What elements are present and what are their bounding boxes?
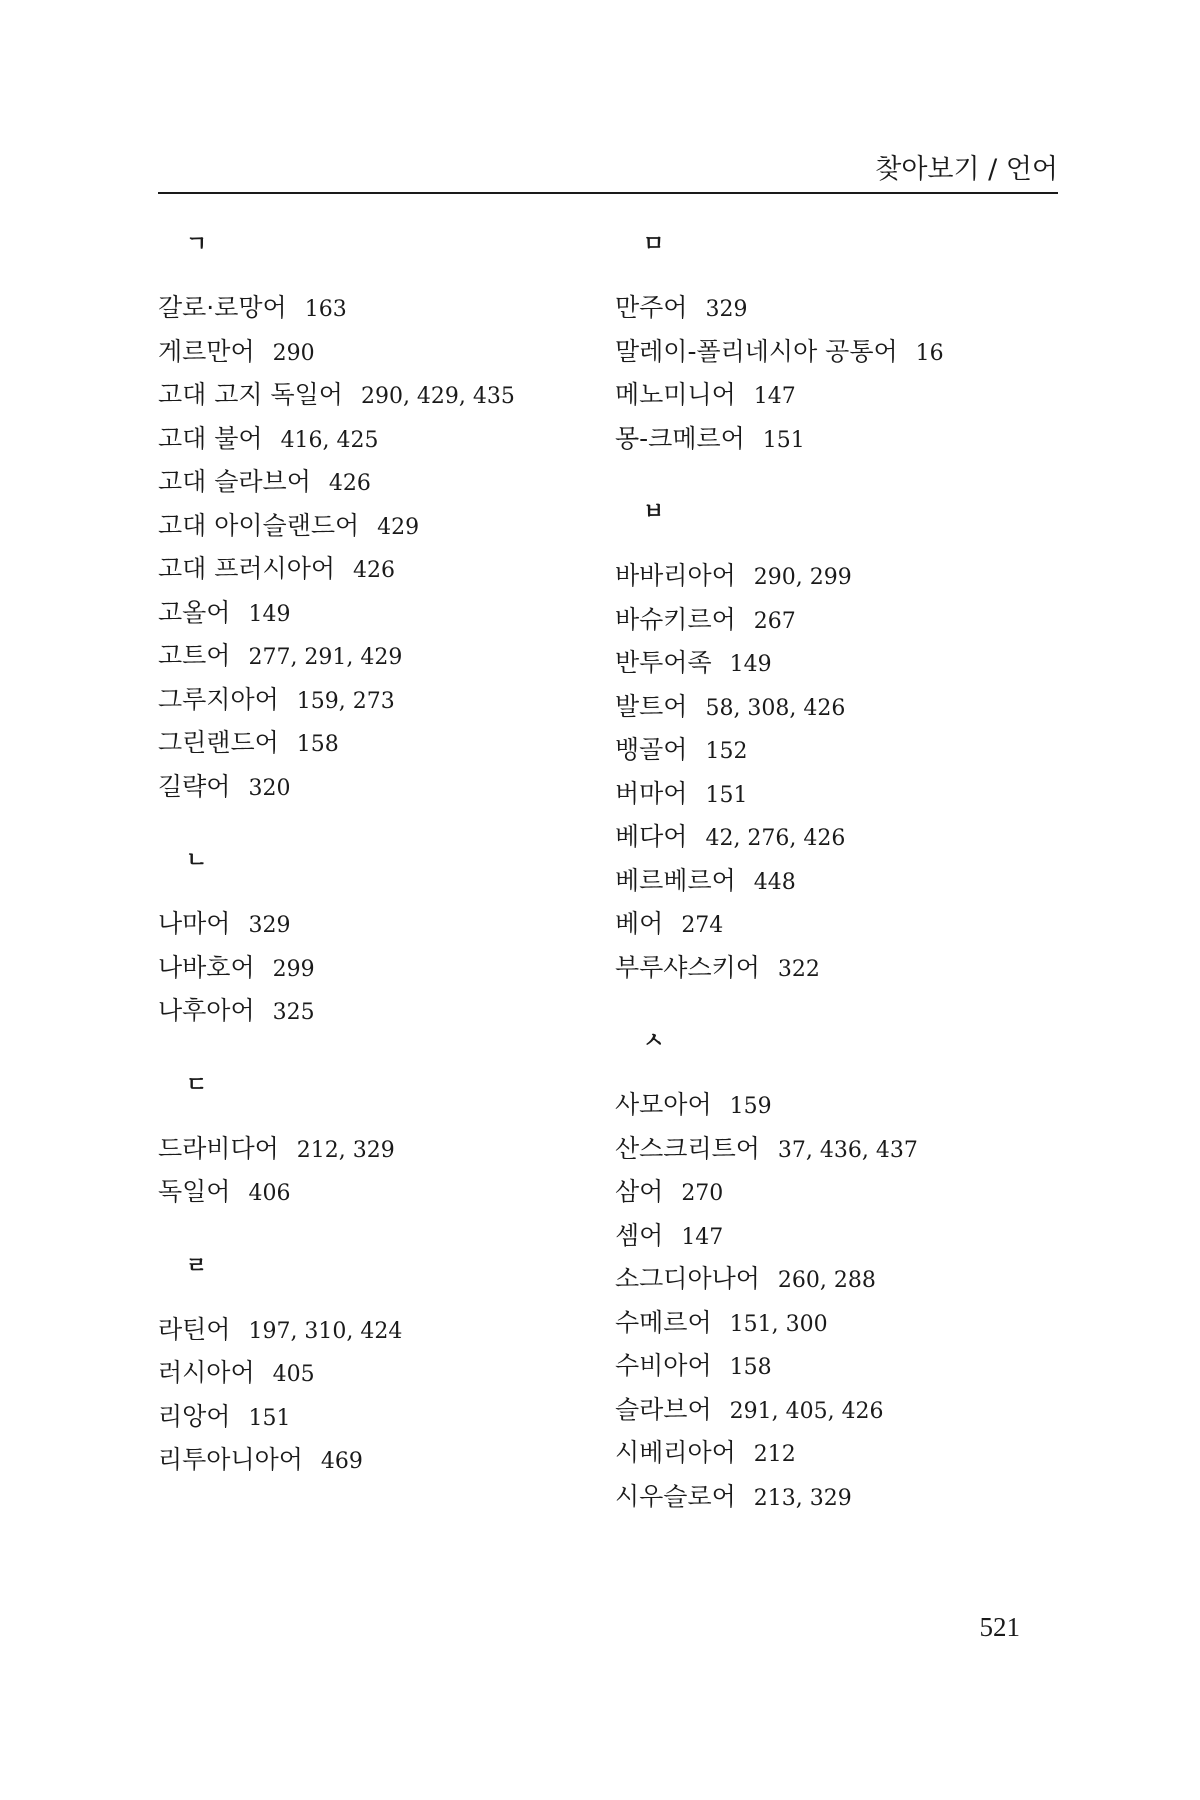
entry-term: 베어 <box>615 909 664 938</box>
entry-pages: 448 <box>753 869 796 895</box>
entry-pages: 325 <box>272 1000 315 1025</box>
index-section <box>158 1250 608 1518</box>
index-entry <box>158 591 608 635</box>
index-section <box>615 1025 1065 1554</box>
entry-term: 뱅골어 <box>615 735 688 764</box>
entry-pages: 329 <box>248 913 291 938</box>
index-entry <box>615 330 1065 374</box>
index-entry <box>158 417 608 461</box>
entry-pages: 158 <box>729 1355 772 1380</box>
index-entry <box>158 765 608 809</box>
entry-term: 드라비다어 <box>158 1133 279 1163</box>
entry-term: 만주어 <box>615 293 688 322</box>
index-entry <box>615 1083 1065 1127</box>
entry-term: 베르베르어 <box>615 865 736 895</box>
running-header <box>158 148 1058 194</box>
entry-term: 바슈키르어 <box>615 604 736 634</box>
entry-term: 바바리아어 <box>615 561 736 590</box>
entry-pages: 405 <box>272 1362 315 1387</box>
section-letter: ㄷ <box>186 1072 208 1098</box>
entry-term: 메노미니어 <box>615 380 736 409</box>
entry-pages: 158 <box>296 732 339 757</box>
entry-pages: 149 <box>248 601 291 627</box>
entry-pages: 406 <box>248 1181 291 1206</box>
entry-term: 셈어 <box>615 1220 664 1250</box>
entry-term: 버마어 <box>615 778 688 808</box>
index-entry <box>615 1170 1065 1214</box>
entry-pages: 320 <box>248 775 291 801</box>
section-letter: ㄹ <box>186 1253 208 1279</box>
index-entry <box>158 286 608 330</box>
entry-term: 러시아어 <box>158 1358 255 1387</box>
index-entry <box>615 1214 1065 1258</box>
entry-term: 말레이-폴리네시아 공통어 <box>615 336 898 366</box>
index-entry <box>615 417 1065 461</box>
entry-pages: 299 <box>272 956 315 982</box>
index-entry <box>615 728 1065 772</box>
index-section <box>158 228 608 844</box>
entry-pages: 212, 329 <box>296 1137 395 1163</box>
index-entry <box>158 1308 608 1352</box>
entry-pages: 147 <box>681 1224 724 1250</box>
index-entry <box>158 1395 608 1439</box>
entry-pages: 469 <box>320 1449 363 1474</box>
entry-pages: 37, 436, 437 <box>777 1137 918 1163</box>
index-entry <box>158 946 608 990</box>
index-entry <box>615 1257 1065 1301</box>
entry-term: 발트어 <box>615 691 688 721</box>
entry-pages: 329 <box>705 297 748 322</box>
entry-term: 고트어 <box>158 641 231 670</box>
entry-pages: 274 <box>681 913 724 938</box>
entry-pages: 42, 276, 426 <box>705 826 846 851</box>
entry-pages: 290, 429, 435 <box>360 384 515 409</box>
entry-pages: 197, 310, 424 <box>248 1318 403 1344</box>
entry-term: 고대 불어 <box>158 423 263 453</box>
entry-pages: 149 <box>729 652 772 677</box>
entry-term: 리앙어 <box>158 1401 231 1431</box>
index-entry <box>615 685 1065 729</box>
index-entry <box>615 815 1065 859</box>
entry-pages: 151 <box>248 1405 291 1431</box>
entry-pages: 426 <box>328 471 371 496</box>
entry-term: 나바호어 <box>158 952 255 982</box>
index-entry <box>158 460 608 504</box>
section-letter: ㅅ <box>643 1029 665 1054</box>
index-entry <box>158 1351 608 1395</box>
entry-term: 길략어 <box>158 771 231 801</box>
index-entry <box>615 1388 1065 1432</box>
entry-pages: 58, 308, 426 <box>705 695 846 721</box>
index-entry <box>615 1127 1065 1171</box>
entry-pages: 416, 425 <box>280 427 379 453</box>
index-entry <box>158 547 608 591</box>
entry-term: 슬라브어 <box>615 1394 712 1424</box>
entry-pages: 152 <box>705 739 748 764</box>
index-entry <box>158 721 608 765</box>
index-entry <box>158 678 608 722</box>
entry-term: 나후아어 <box>158 996 255 1025</box>
index-entry <box>615 946 1065 990</box>
entry-term: 리투아니아어 <box>158 1445 303 1474</box>
index-entry <box>615 286 1065 330</box>
entry-pages: 260, 288 <box>777 1268 876 1293</box>
index-entry <box>615 373 1065 417</box>
index-entry <box>615 598 1065 642</box>
section-letter: ㅁ <box>643 232 665 257</box>
entry-term: 수메르어 <box>615 1307 712 1337</box>
entry-term: 고올어 <box>158 597 231 627</box>
entry-pages: 270 <box>681 1181 724 1206</box>
entry-term: 시베리아어 <box>615 1438 736 1467</box>
index-entry <box>158 989 608 1033</box>
index-entry <box>158 902 608 946</box>
entry-pages: 429 <box>377 514 420 540</box>
entry-term: 삼어 <box>615 1177 664 1206</box>
entry-term: 수비아어 <box>615 1351 712 1380</box>
entry-pages: 163 <box>304 297 347 322</box>
index-entry <box>615 859 1065 903</box>
entry-pages: 291, 405, 426 <box>729 1398 884 1424</box>
index-entry <box>158 1127 608 1171</box>
index-entry <box>158 634 608 678</box>
entry-term: 반투어족 <box>615 648 712 677</box>
entry-term: 고대 아이슬랜드어 <box>158 510 360 540</box>
entry-term: 고대 고지 독일어 <box>158 380 343 409</box>
entry-term: 사모아어 <box>615 1090 712 1119</box>
header-title: 찾아보기 / 언어 <box>875 154 1058 185</box>
entry-pages: 159, 273 <box>296 688 395 714</box>
section-letter: ㄴ <box>186 848 208 873</box>
index-column-left <box>158 228 608 1518</box>
entry-term: 베다어 <box>615 822 688 851</box>
index-section <box>158 844 608 1069</box>
index-column-right <box>615 228 1065 1554</box>
entry-pages: 212 <box>753 1442 796 1467</box>
entry-term: 부루샤스키어 <box>615 952 760 982</box>
entry-term: 그루지아어 <box>158 684 279 714</box>
entry-pages: 213, 329 <box>753 1485 852 1511</box>
entry-term: 나마어 <box>158 909 231 938</box>
entry-pages: 322 <box>777 956 820 982</box>
index-entry <box>615 1344 1065 1388</box>
section-letter: ㄱ <box>186 232 208 257</box>
index-entry <box>615 641 1065 685</box>
entry-pages: 147 <box>753 384 796 409</box>
entry-term: 몽-크메르어 <box>615 423 745 453</box>
entry-pages: 290, 299 <box>753 565 852 590</box>
entry-term: 라틴어 <box>158 1314 231 1344</box>
entry-term: 고대 슬라브어 <box>158 467 311 496</box>
index-entry <box>615 772 1065 816</box>
entry-pages: 277, 291, 429 <box>248 645 403 670</box>
entry-pages: 159 <box>729 1094 772 1119</box>
index-entry <box>158 1170 608 1214</box>
entry-pages: 151 <box>762 427 805 453</box>
entry-term: 산스크리트어 <box>615 1133 760 1163</box>
entry-pages: 16 <box>915 340 944 366</box>
entry-term: 소그디아나어 <box>615 1264 760 1293</box>
entry-term: 시우슬로어 <box>615 1481 736 1511</box>
index-entry <box>615 554 1065 598</box>
entry-pages: 426 <box>353 558 395 583</box>
entry-term: 독일어 <box>158 1177 231 1206</box>
index-section <box>615 496 1065 1025</box>
entry-pages: 151, 300 <box>729 1311 828 1337</box>
section-letter: ㅂ <box>643 500 665 525</box>
entry-pages: 290 <box>272 340 315 366</box>
index-section <box>615 228 1065 496</box>
page-number: 521 <box>979 1612 1020 1642</box>
entry-term: 그린랜드어 <box>158 728 279 757</box>
index-section <box>158 1069 608 1250</box>
index-entry <box>158 373 608 417</box>
entry-pages: 151 <box>705 782 748 808</box>
index-entry <box>158 330 608 374</box>
entry-term: 갈로·로망어 <box>158 293 287 322</box>
index-entry <box>158 1438 608 1482</box>
entry-term: 게르만어 <box>158 336 255 366</box>
index-entry <box>158 504 608 548</box>
index-entry <box>615 1475 1065 1519</box>
entry-term: 고대 프러시아어 <box>158 554 335 583</box>
index-entry <box>615 1301 1065 1345</box>
index-entry <box>615 1431 1065 1475</box>
index-entry <box>615 902 1065 946</box>
entry-pages: 267 <box>753 608 796 634</box>
